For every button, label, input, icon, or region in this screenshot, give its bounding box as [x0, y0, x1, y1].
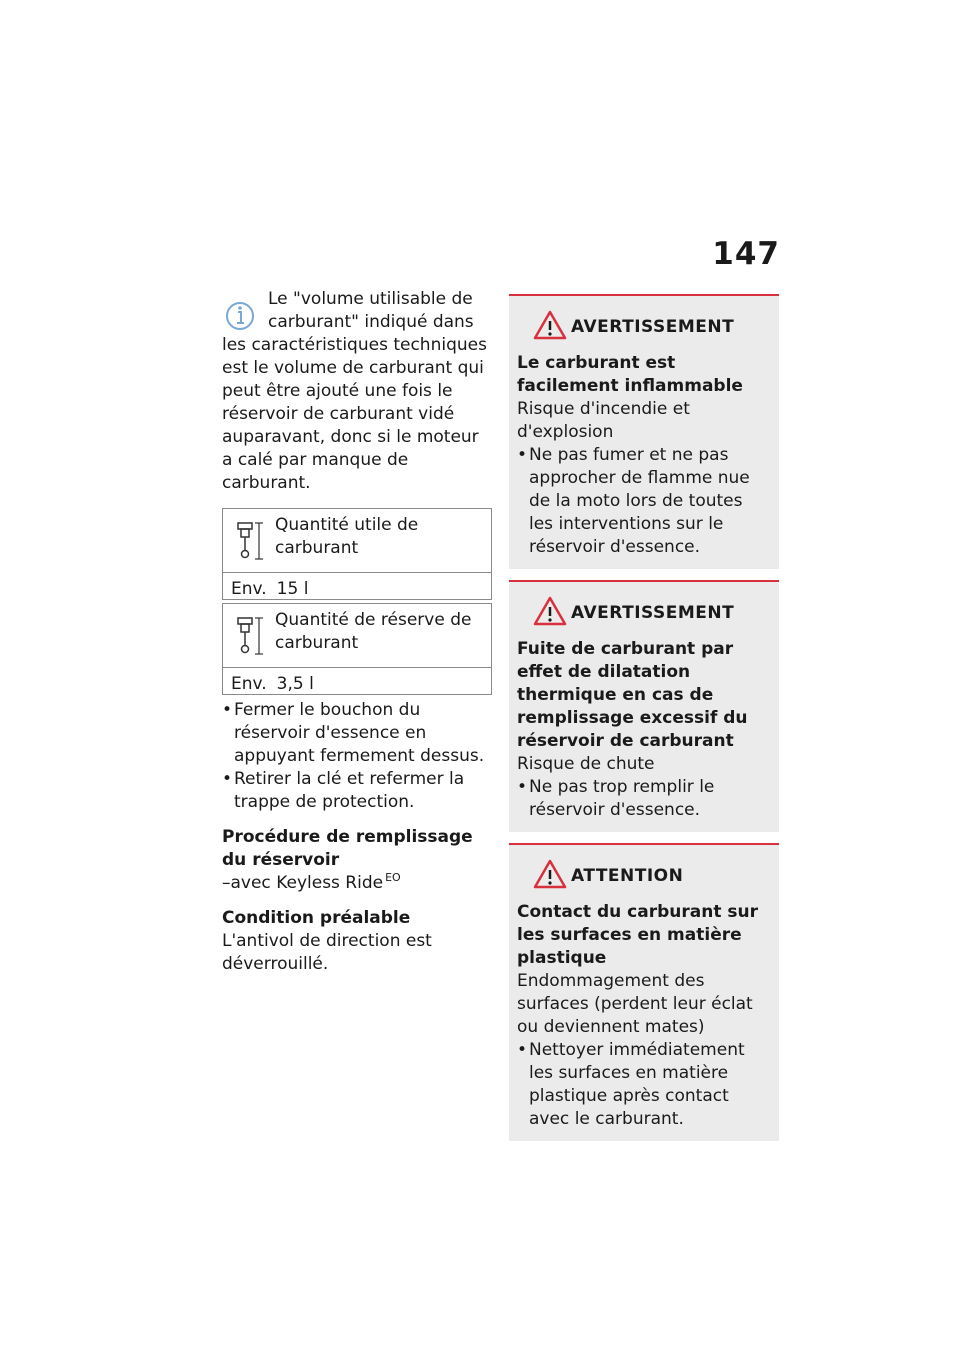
warning-level: ATTENTION: [571, 866, 684, 886]
caution-box: [509, 843, 779, 1141]
warning-level: AVERTISSEMENT: [571, 603, 735, 623]
spec-label: Quantité utile de carburant: [275, 515, 419, 558]
info-text: les caractéristiques techniques est le volume de carburant qui peut être ajouté une fois le réservoir de carburant vidé auparavant, donc si le moteur a calé par manque de carburant.: [222, 335, 487, 493]
condition-text: L'antivol de direction est déverrouillé.: [222, 931, 432, 974]
spec-prefix: Env.: [231, 579, 267, 599]
info-line-1: Le "volume utilisable de: [268, 289, 473, 309]
info-icon: [224, 292, 256, 336]
warning-triangle-icon: [533, 859, 567, 889]
warning-bullet: • Ne pas fumer et ne pas approcher de flamme nue de la moto lors de toutes les interventions sur le réservoir d'essence.: [517, 444, 771, 559]
info-note: [222, 288, 492, 495]
spec-value: 15 l: [276, 579, 309, 599]
right-column: [509, 294, 779, 1152]
warning-text: Risque de chute: [517, 754, 655, 774]
variant-superscript: EO: [385, 871, 401, 885]
warning-text: Risque d'incendie et d'explosion: [517, 399, 690, 442]
spec-prefix: Env.: [231, 674, 267, 694]
procedure-title: Procédure de remplissage du réservoir: [222, 827, 473, 870]
page-number: 147: [712, 236, 780, 272]
spec-reserve-fuel: [222, 603, 492, 695]
spec-label: Quantité de réserve de carburant: [275, 610, 472, 653]
fuel-pump-icon: [235, 614, 265, 658]
step-list: [222, 699, 492, 814]
warning-heading: Le carburant est facilement inflammable: [517, 353, 743, 396]
warning-text: Endommagement des surfaces (perdent leur éclat ou deviennent mates): [517, 971, 753, 1037]
warning-heading: Fuite de carburant par effet de dilatation thermique en cas de remplissage excessif du réservoir de carburant: [517, 639, 748, 751]
warning-triangle-icon: [533, 310, 567, 340]
left-column: [222, 288, 492, 976]
spec-usable-fuel: [222, 508, 492, 600]
procedure-variant: –avec Keyless Ride $^{EO}$: [222, 871, 401, 893]
spec-value: 3,5 l: [276, 674, 314, 694]
warning-bullet: • Nettoyer immédiatement les surfaces en matière plastique après contact avec le carburant.: [517, 1039, 771, 1131]
step-item: • Fermer le bouchon du réservoir d'essence en appuyant fermement dessus.: [222, 699, 492, 768]
warning-heading: Contact du carburant sur les surfaces en matière plastique: [517, 902, 758, 968]
warning-level: AVERTISSEMENT: [571, 317, 735, 337]
warning-triangle-icon: [533, 596, 567, 626]
warning-box: [509, 580, 779, 832]
condition-title: Condition préalable: [222, 908, 411, 928]
fuel-pump-icon: [235, 519, 265, 563]
step-item: • Retirer la clé et refermer la trappe de protection.: [222, 768, 492, 814]
info-line-2: carburant" indiqué dans: [268, 312, 474, 332]
warning-box: [509, 294, 779, 569]
warning-bullet: • Ne pas trop remplir le réservoir d'essence.: [517, 776, 771, 822]
